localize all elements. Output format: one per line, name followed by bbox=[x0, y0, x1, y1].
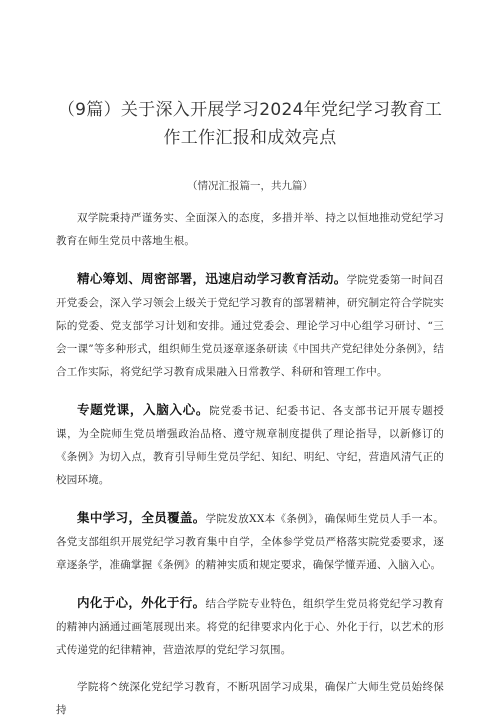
title-line-1: （9篇）关于深入开展学习2024年党纪学习教育工 bbox=[57, 100, 443, 120]
section-lead-3: 集中学习，全员覆盖。 bbox=[77, 510, 206, 525]
section-paragraph-4 bbox=[56, 591, 444, 662]
section-body-4: 结合学院专业特色，组织学生党员将党纪学习教育的精神内涵通过画笔展现出来。将党的纪律要求内化于心、外化于行，以艺术的形式传递党的纪律精神，营造浓厚的党纪学习氛围。 bbox=[56, 598, 444, 656]
document-title bbox=[56, 96, 444, 152]
title-line-2: 作工作汇报和成效亮点 bbox=[163, 128, 337, 148]
section-paragraph-1 bbox=[56, 267, 444, 384]
section-paragraph-3 bbox=[56, 506, 444, 577]
section-lead-1: 精心筹划、周密部署，迅速启动学习教育活动。 bbox=[77, 271, 347, 286]
section-lead-4: 内化于心，外化于行。 bbox=[77, 595, 206, 610]
section-body-1: 学院党委第一时间召开党委会，深入学习领会上级关于党纪学习教育的部署精神，研究制定符合学院实际的党委、党支部学习计划和安排。通过党委会、理论学习中心组学习研讨、“三会一课”等多种形式，组织师生党员逐章逐条研读《中国共产党纪律处分条例》，结合工作实际，将党纪学习教育成果融入日常教学、科研和管理工作中。 bbox=[56, 274, 444, 378]
section-body-3: 学院发放XX本《条例》，确保师生党员人手一本。各党支部组织开展党纪学习教育集中自学，全体参学党员严格落实院党委要求，逐章逐条学，准确掌握《条例》的精神实质和规定要求，确保学懂弄通、入脑入心。 bbox=[56, 513, 444, 571]
section-lead-2: 专题党课，入脑入心。 bbox=[77, 402, 210, 417]
document-subtitle: （情况汇报篇一，共九篇） bbox=[187, 180, 313, 192]
closing-paragraph: 学院将^统深化党纪学习教育，不断巩固学习成果，确保广大师生党员始终保持 bbox=[56, 681, 444, 716]
section-body-2: 院党委书记、纪委书记、各支部书记开展专题授课，为全院师生党员增强政治品格、遵守规章制度提供了理论指导，以新修订的《条例》为切入点，教育引导师生党员学纪、知纪、明纪、守纪，营造风清气正的校园环境。 bbox=[56, 405, 444, 486]
intro-paragraph: 双学院秉持严谨务实、全面深入的态度，多措并举、持之以恒地推动党纪学习教育在师生党员中落地生根。 bbox=[56, 212, 444, 247]
section-paragraph-2 bbox=[56, 398, 444, 492]
